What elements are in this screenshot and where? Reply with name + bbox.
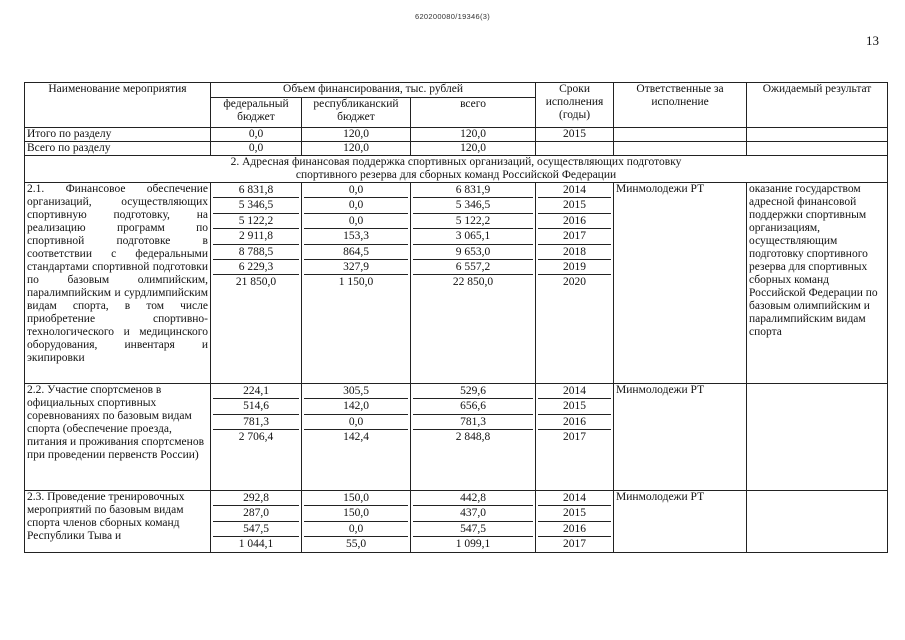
total-value: 656,6 — [413, 399, 533, 414]
totals-republic: 120,0 — [302, 142, 411, 156]
republic-value: 142,0 — [304, 399, 408, 414]
header-federal: федеральный бюджет — [211, 98, 302, 128]
republic-value: 0,0 — [304, 198, 408, 213]
totals-federal: 0,0 — [211, 128, 302, 142]
republic-value: 327,9 — [304, 260, 408, 275]
total-value: 6 831,9 — [413, 183, 533, 198]
document-id: 620200080/19346(3) — [414, 12, 491, 21]
item-total — [411, 384, 536, 491]
total-value: 1 099,1 — [455, 538, 491, 551]
republic-value: 0,0 — [304, 183, 408, 198]
header-total: всего — [411, 98, 536, 128]
item-name: 2.1. Финансовое обеспечение организаций, осуществляющих спортивную подготовку, на реализацию программ по спортивной подготовке в соответствии с федеральными стандартами спортивной подготовки по базовым олимпийским, паралимпийским и сурдлимпийским видам спорта, в том числе приобретение спортивно-технологического и медицинского оборудования, инвентаря и экипировки — [25, 183, 211, 384]
item-result — [747, 491, 888, 553]
republic-value: 153,3 — [304, 229, 408, 244]
funding-table — [24, 82, 888, 553]
republic-value: 1 150,0 — [338, 276, 374, 289]
total-value: 781,3 — [413, 415, 533, 430]
year-value: 2014 — [538, 384, 611, 399]
totals-republic: 120,0 — [302, 128, 411, 142]
federal-value: 2 706,4 — [238, 431, 274, 444]
item-federal — [211, 183, 302, 384]
item-federal — [211, 384, 302, 491]
totals-year — [536, 142, 614, 156]
year-value: 2015 — [538, 506, 611, 521]
totals-year: 2015 — [536, 128, 614, 142]
item-total — [411, 491, 536, 553]
year-value: 2016 — [538, 214, 611, 229]
federal-value: 8 788,5 — [213, 245, 299, 260]
federal-value: 547,5 — [213, 522, 299, 537]
item-row-2-1 — [25, 183, 888, 384]
item-years — [536, 491, 614, 553]
year-value: 2015 — [538, 399, 611, 414]
header-funding: Объем финансирования, тыс. рублей — [211, 83, 536, 98]
year-value: 2019 — [538, 260, 611, 275]
federal-value: 5 346,5 — [213, 198, 299, 213]
total-value: 5 122,2 — [413, 214, 533, 229]
federal-value: 5 122,2 — [213, 214, 299, 229]
total-value: 442,8 — [413, 491, 533, 506]
item-result: оказание государством адресной финансовой поддержки спортивным организациям, осуществляющим подготовку спортивного резерва для спортивных сборных команд Российской Федерации по базовым олимпийским и паралимпийским видам спорта — [747, 183, 888, 384]
item-republic — [302, 491, 411, 553]
republic-value: 55,0 — [345, 538, 367, 551]
item-responsible: Минмолодежи РТ — [614, 183, 747, 384]
federal-value: 6 229,3 — [213, 260, 299, 275]
item-row-2-3 — [25, 491, 888, 553]
item-total — [411, 183, 536, 384]
federal-value: 2 911,8 — [213, 229, 299, 244]
header-terms: Сроки исполнения (годы) — [536, 83, 614, 128]
item-republic — [302, 183, 411, 384]
total-value: 6 557,2 — [413, 260, 533, 275]
republic-value: 0,0 — [304, 214, 408, 229]
item-years — [536, 384, 614, 491]
republic-value: 0,0 — [304, 522, 408, 537]
item-result — [747, 384, 888, 491]
year-value: 2015 — [538, 198, 611, 213]
totals-label: Всего по разделу — [25, 142, 211, 156]
item-responsible: Минмолодежи РТ — [614, 491, 747, 553]
item-responsible: Минмолодежи РТ — [614, 384, 747, 491]
totals-responsible — [614, 142, 747, 156]
totals-total: 120,0 — [411, 128, 536, 142]
federal-value: 224,1 — [213, 384, 299, 399]
item-republic — [302, 384, 411, 491]
total-value: 22 850,0 — [452, 276, 494, 289]
header-responsible: Ответственные за исполнение — [614, 83, 747, 128]
totals-total: 120,0 — [411, 142, 536, 156]
total-value: 3 065,1 — [413, 229, 533, 244]
year-value: 2017 — [538, 229, 611, 244]
year-value: 2018 — [538, 245, 611, 260]
total-value: 529,6 — [413, 384, 533, 399]
republic-value: 305,5 — [304, 384, 408, 399]
total-value: 547,5 — [413, 522, 533, 537]
year-value: 2017 — [563, 538, 587, 551]
federal-value: 287,0 — [213, 506, 299, 521]
header-row-1 — [25, 83, 888, 98]
totals-responsible — [614, 128, 747, 142]
republic-value: 150,0 — [304, 506, 408, 521]
item-federal — [211, 491, 302, 553]
year-value: 2014 — [538, 183, 611, 198]
total-value: 437,0 — [413, 506, 533, 521]
federal-value: 21 850,0 — [235, 276, 277, 289]
totals-result — [747, 142, 888, 156]
year-value: 2014 — [538, 491, 611, 506]
totals-row-itogo — [25, 128, 888, 142]
totals-result — [747, 128, 888, 142]
federal-value: 292,8 — [213, 491, 299, 506]
header-result: Ожидаемый результат — [747, 83, 888, 128]
item-name: 2.2. Участие спортсменов в официальных спортивных соревнованиях по базовым видам спорта (обеспечение проезда, питания и проживания спортсменов при проведении первенств России) — [25, 384, 211, 491]
header-name: Наименование мероприятия — [25, 83, 211, 128]
totals-federal: 0,0 — [211, 142, 302, 156]
total-value: 2 848,8 — [455, 431, 491, 444]
totals-row-vsego — [25, 142, 888, 156]
republic-value: 142,4 — [343, 431, 369, 444]
federal-value: 514,6 — [213, 399, 299, 414]
republic-value: 864,5 — [304, 245, 408, 260]
federal-value: 781,3 — [213, 415, 299, 430]
section-title: 2. Адресная финансовая поддержка спортивных организаций, осуществляющих подготовку спортивного резерва для сборных команд Российской Федерации — [25, 156, 888, 183]
item-row-2-2 — [25, 384, 888, 491]
item-name: 2.3. Проведение тренировочных мероприятий по базовым видам спорта членов сборных команд Республики Тыва и — [25, 491, 211, 553]
item-years — [536, 183, 614, 384]
page-number: 13 — [866, 33, 879, 48]
federal-value: 1 044,1 — [238, 538, 274, 551]
totals-label: Итого по разделу — [25, 128, 211, 142]
section-title-row — [25, 156, 888, 183]
year-value: 2016 — [538, 522, 611, 537]
federal-value: 6 831,8 — [213, 183, 299, 198]
republic-value: 0,0 — [304, 415, 408, 430]
republic-value: 150,0 — [304, 491, 408, 506]
year-value: 2016 — [538, 415, 611, 430]
total-value: 5 346,5 — [413, 198, 533, 213]
header-republic: республиканский бюджет — [302, 98, 411, 128]
year-value: 2017 — [563, 431, 587, 444]
year-value: 2020 — [563, 276, 587, 289]
total-value: 9 653,0 — [413, 245, 533, 260]
